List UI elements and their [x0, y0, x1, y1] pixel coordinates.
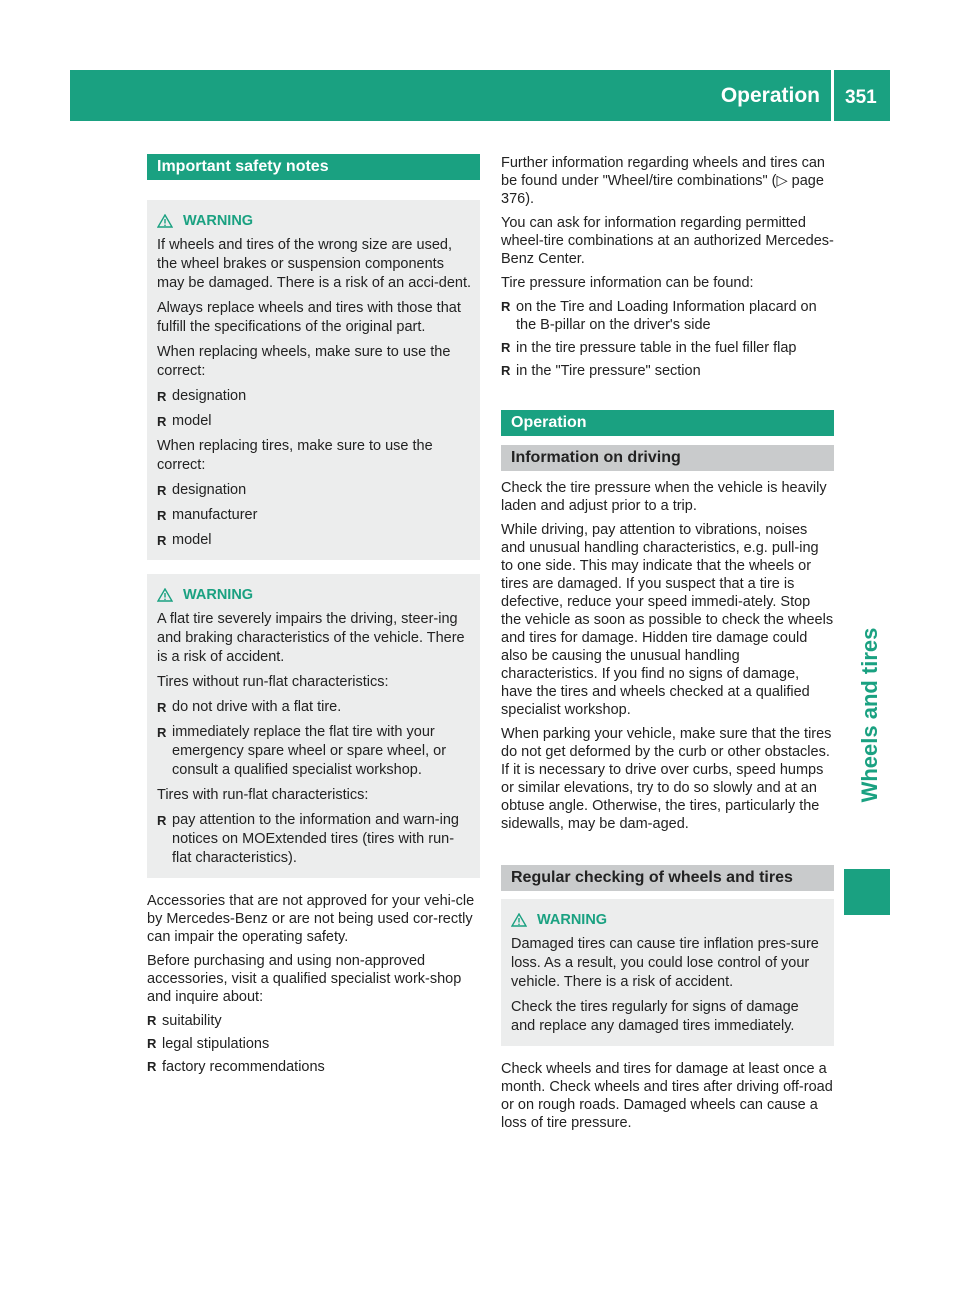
warning-text: Tires with run-flat characteristics: — [157, 787, 369, 803]
body-text: Check wheels and tires for damage at least once a month. Check wheels and tires after driving off-road or on rough roads. Damaged wheels can cause a loss of tire pressure. — [501, 1061, 833, 1131]
bullet-icon: R — [157, 725, 167, 740]
warning-text: Check the tires regularly for signs of damage and replace any damaged tires immediately. — [511, 999, 799, 1034]
bullet-list — [157, 811, 472, 868]
warning-box-wheel-size — [147, 200, 480, 560]
warning-text: Damaged tires can cause tire inflation pres-sure loss. As a result, you could lose control of your vehicle. There is a risk of accident. — [511, 936, 819, 990]
chapter-side-tab — [844, 580, 890, 915]
list-item: R legal stipulations — [147, 1036, 270, 1052]
chapter-label: Wheels and tires — [857, 627, 882, 803]
bullet-icon: R — [157, 389, 167, 404]
warning-header — [157, 212, 472, 230]
warning-header — [157, 586, 472, 604]
warning-title: WARNING — [183, 587, 254, 603]
warning-text: Tires without run-flat characteristics: — [157, 674, 389, 690]
right-column — [501, 154, 834, 1138]
subheading-driving: Information on driving — [501, 445, 834, 471]
bullet-icon: R — [147, 1013, 157, 1028]
chapter-marker-block — [844, 869, 890, 915]
body-text: Further information regarding wheels and tires can be found under "Wheel/tire combinations" (▷ page 376). — [501, 155, 825, 207]
left-column — [147, 154, 480, 1082]
list-item: R designation — [157, 482, 247, 498]
section-heading-safety: Important safety notes — [147, 154, 480, 180]
bullet-icon: R — [157, 508, 167, 523]
wheel-info-section — [501, 154, 834, 380]
warning-box-damaged-tires — [501, 899, 834, 1046]
body-text: While driving, pay attention to vibrations, noises and unusual handling characteristics, e.g. pull-ing to one side. This may indicate that the wheels or tires are damaged. If you suspect that a tire is defective, reduce your speed immedi-ately. Stop the vehicle as soon as possible to check the wheels and tires for damage. Hidden tire damage could also be causing the unusual handling characteristics. If you find no signs of damage, have the tires and wheels checked at a qualified specialist workshop. — [501, 522, 834, 718]
warning-text: Always replace wheels and tires with those that fulfill the specifications of the original part. — [157, 300, 461, 335]
list-item: R factory recommendations — [147, 1059, 325, 1075]
warning-title: WARNING — [537, 912, 608, 928]
body-text: You can ask for information regarding permitted wheel-tire combinations at an authorized Mercedes-Benz Center. — [501, 215, 834, 267]
warning-title: WARNING — [183, 213, 254, 229]
list-item: R in the tire pressure table in the fuel filler flap — [501, 340, 797, 356]
warning-text: When replacing wheels, make sure to use the correct: — [157, 344, 451, 379]
bullet-list — [157, 481, 472, 550]
list-item: R designation — [157, 388, 247, 404]
subheading-regular-checking: Regular checking of wheels and tires — [501, 865, 834, 891]
warning-text: When replacing tires, make sure to use the correct: — [157, 438, 433, 473]
page-header-bar — [70, 70, 890, 121]
bullet-icon: R — [157, 813, 167, 828]
body-text: Before purchasing and using non-approved accessories, visit a qualified specialist work-shop and inquire about: — [147, 953, 462, 1005]
bullet-list — [147, 1012, 480, 1076]
list-item: R model — [157, 532, 212, 548]
bullet-icon: R — [147, 1036, 157, 1051]
list-item: R manufacturer — [157, 507, 258, 523]
bullet-icon: R — [157, 483, 167, 498]
body-text: When parking your vehicle, make sure that the tires do not get deformed by the curb or other obstacles. If it is necessary to drive over curbs, speed humps or similar elevations, try to do so slowly and at an obtuse angle. Otherwise, the tires, particularly the sidewalls, may be dam-aged. — [501, 726, 832, 832]
list-item: R suitability — [147, 1013, 222, 1029]
bullet-list — [157, 698, 472, 780]
bullet-icon: R — [501, 363, 511, 378]
warning-header — [511, 911, 826, 929]
body-text: Accessories that are not approved for your vehi-cle by Mercedes-Benz or are not being used cor-rectly can impair the operating safety. — [147, 893, 475, 945]
bullet-icon: R — [157, 700, 167, 715]
list-item: R model — [157, 413, 212, 429]
body-text: Tire pressure information can be found: — [501, 275, 754, 291]
warning-text: A flat tire severely impairs the driving, steer-ing and braking characteristics of the vehicle. There is a risk of accident. — [157, 611, 465, 665]
accessories-section — [147, 892, 480, 1076]
list-item: R pay attention to the information and warn-ing notices on MOExtended tires (tires with run-flat characteristics). — [157, 812, 459, 866]
bullet-icon: R — [147, 1059, 157, 1074]
warning-text: If wheels and tires of the wrong size are used, the wheel brakes or suspension components may be damaged. There is a risk of an acci-dent. — [157, 237, 472, 291]
header-separator — [831, 70, 834, 121]
body-text: Check the tire pressure when the vehicle is heavily laden and adjust prior to a trip. — [501, 480, 827, 514]
warning-box-flat-tire — [147, 574, 480, 878]
warning-triangle-icon — [511, 913, 527, 927]
bullet-icon: R — [157, 533, 167, 548]
bullet-icon: R — [501, 340, 511, 355]
page-number: 351 — [845, 87, 877, 108]
driving-section — [501, 479, 834, 833]
warning-triangle-icon — [157, 588, 173, 602]
bullet-icon: R — [501, 299, 511, 314]
bullet-icon: R — [157, 414, 167, 429]
list-item: R on the Tire and Loading Information placard on the B-pillar on the driver's side — [501, 299, 817, 333]
list-item: R immediately replace the flat tire with your emergency spare wheel or spare wheel, or consult a qualified specialist workshop. — [157, 724, 447, 778]
bullet-list — [157, 387, 472, 431]
chapter-label-wrap — [855, 580, 885, 850]
checking-section — [501, 1060, 834, 1132]
header-section-title: Operation — [720, 84, 820, 107]
list-item: R do not drive with a flat tire. — [157, 699, 342, 715]
section-heading-operation: Operation — [501, 410, 834, 436]
list-item: R in the "Tire pressure" section — [501, 363, 701, 379]
bullet-list — [501, 298, 834, 380]
warning-triangle-icon — [157, 214, 173, 228]
